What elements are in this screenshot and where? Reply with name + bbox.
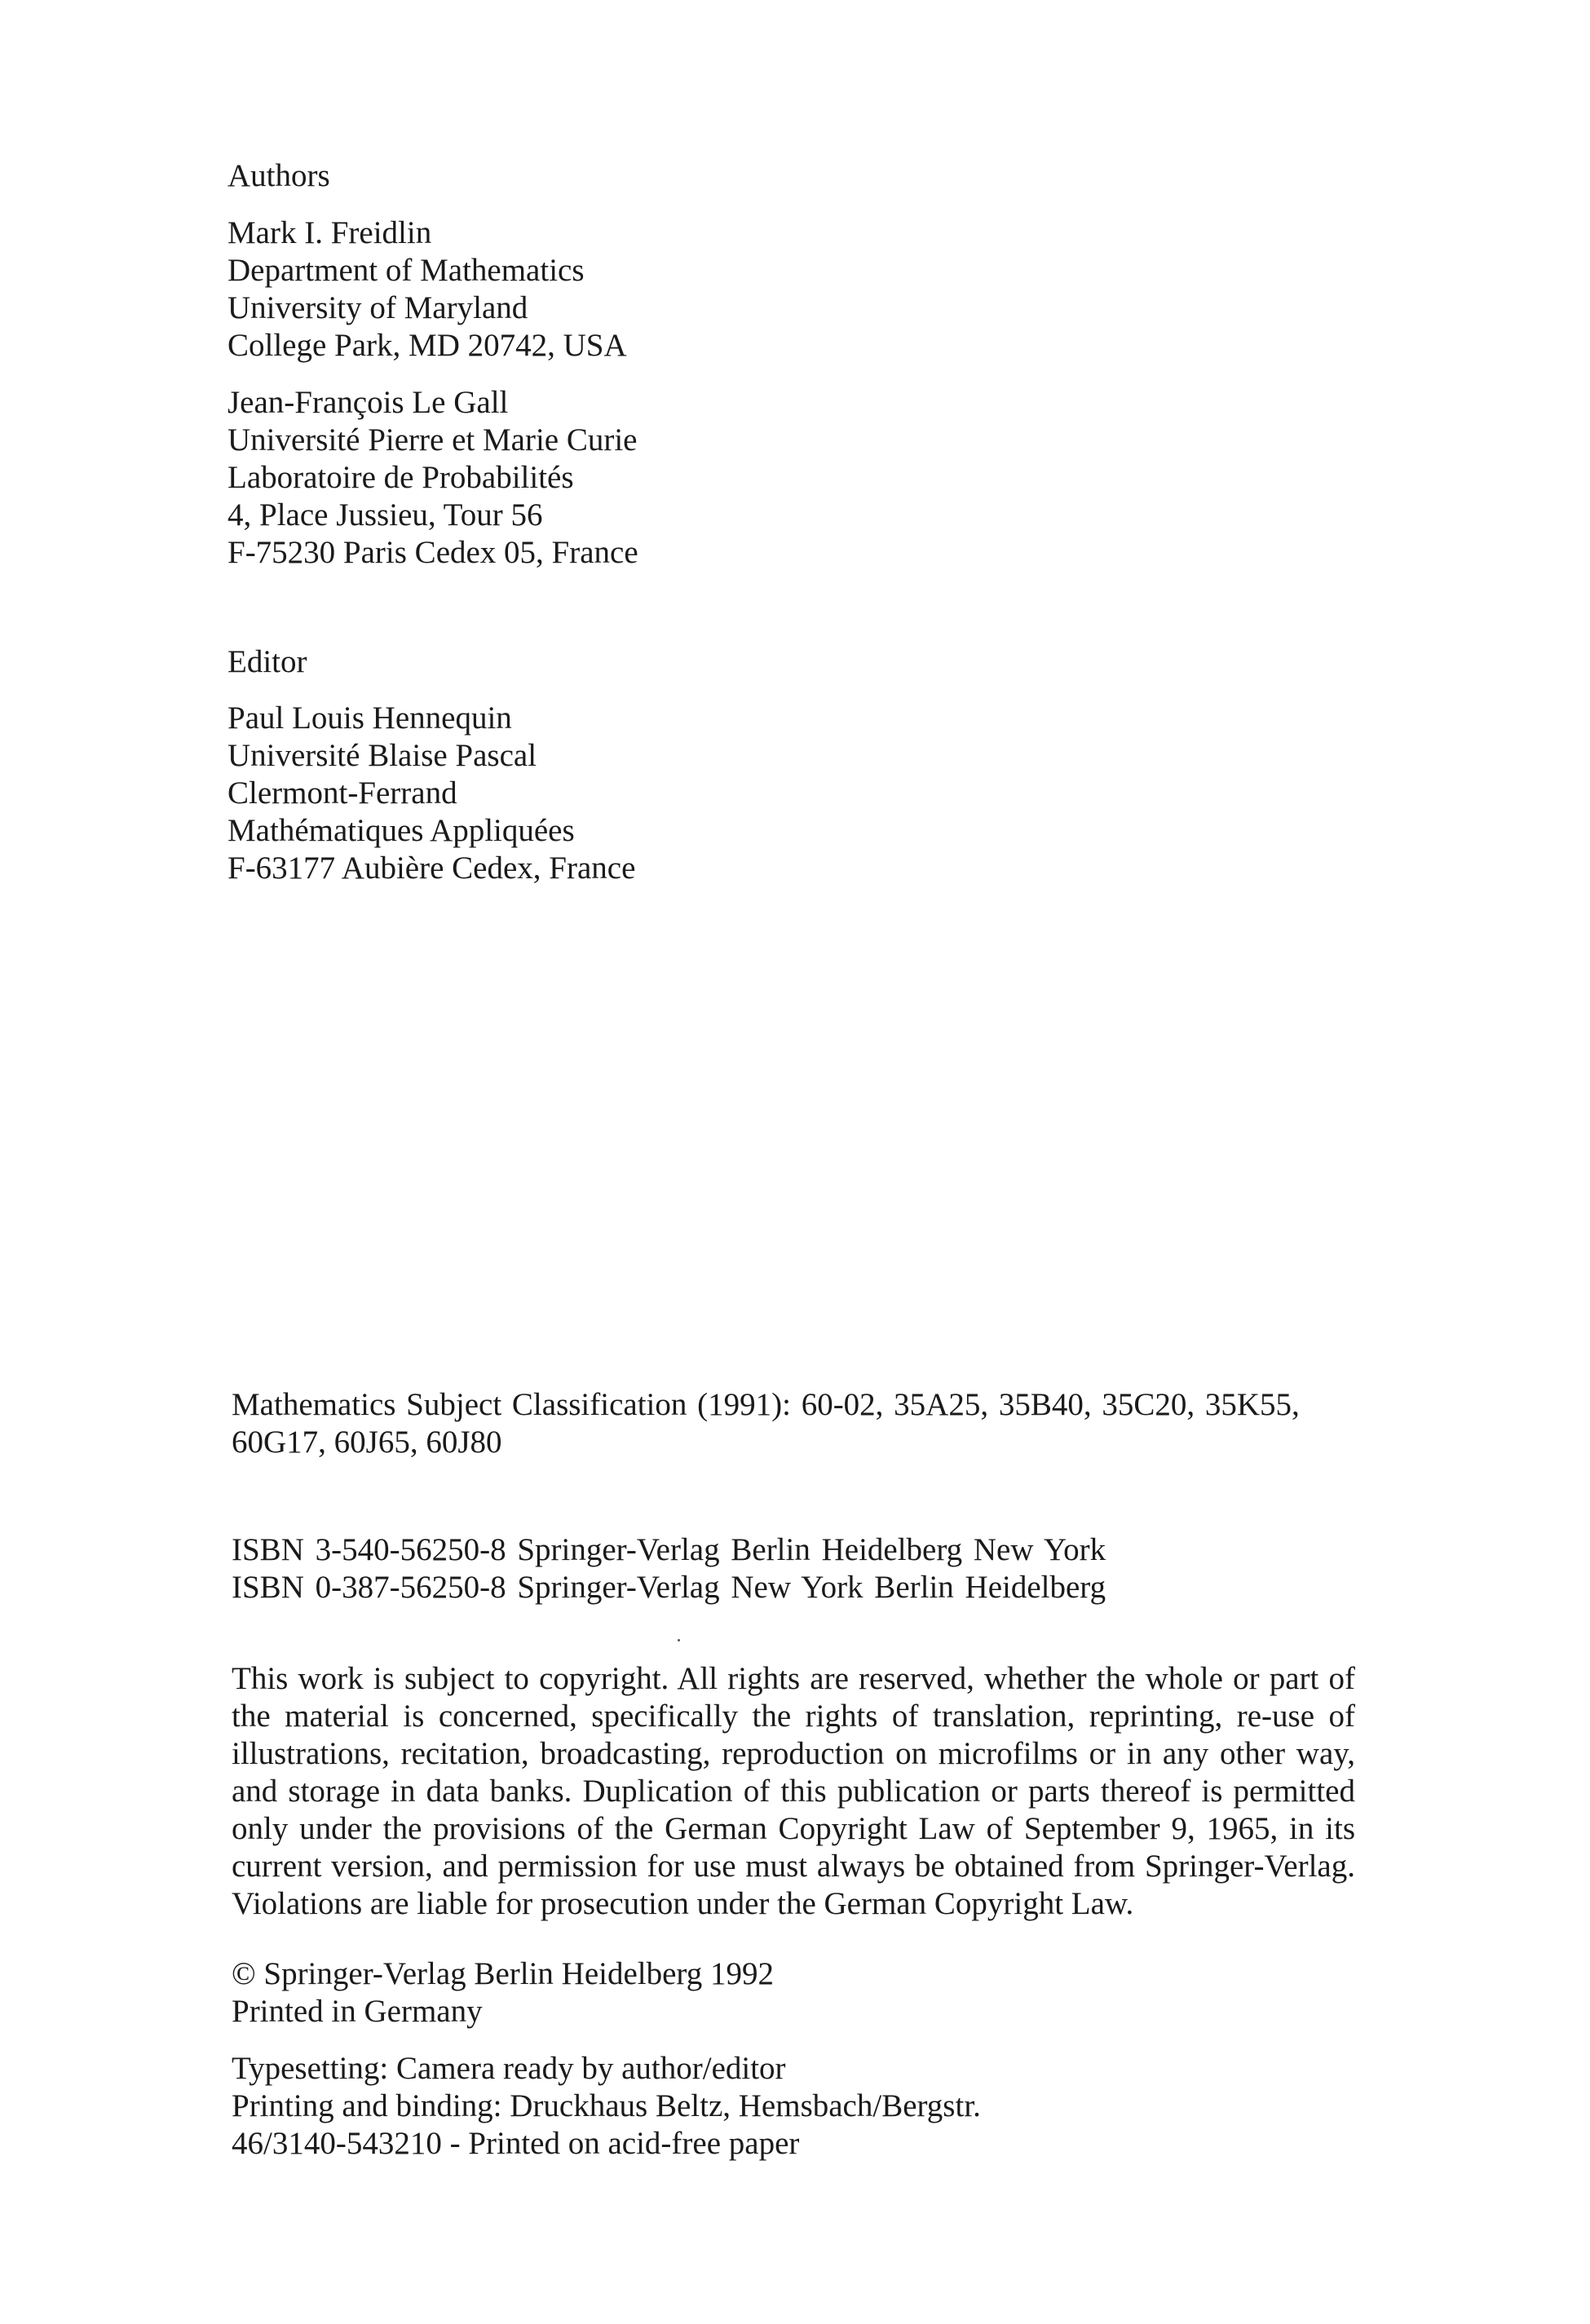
typesetting-line: Typesetting: Camera ready by author/editor [232,2051,786,2086]
author-street: 4, Place Jussieu, Tour 56 [227,497,543,532]
editor-city: Clermont-Ferrand [227,775,457,811]
production-credits [232,2050,981,2163]
editor-postal: F-63177 Aubière Cedex, France [227,851,636,886]
authors-heading: Authors [227,158,330,193]
authors-section [227,157,330,195]
isbn-line: ISBN 0-387-56250-8 Springer-Verlag New York Berlin Heidelberg [232,1570,1106,1605]
author-name: Jean-François Le Gall [227,385,509,420]
author-freidlin-address [227,214,627,365]
classification-line: 60G17, 60J65, 60J80 [232,1425,502,1460]
classification-line: Mathematics Subject Classification (1991): 60-02, 35A25, 35B40, 35C20, 35K55, [232,1387,1300,1422]
isbn-line: ISBN 3-540-56250-8 Springer-Verlag Berlin Heidelberg New York [232,1532,1106,1567]
copyright-line [232,1955,774,2030]
editor-department: Mathématiques Appliquées [227,813,575,848]
copyright-holder: © Springer-Verlag Berlin Heidelberg 1992 [232,1956,774,1991]
paper-line: 46/3140-543210 - Printed on acid-free paper [232,2126,800,2161]
copyright-notice-text: This work is subject to copyright. All rights are reserved, whether the whole or part of the material is concerned, specifically the rights of translation, reprinting, re-use of illustrations, recitation, broadcasting, reproduction on microfilms or in any other way, and storage in data banks. Duplication of this publication or parts thereof is permitted only under the provisions of the German Copyright Law of September 9, 1965, in its current version, and permission for use must always be obtained from Springer-Verlag. Violations are liable for prosecution under the German Copyright Law. [232,1661,1355,1921]
printed-in: Printed in Germany [232,1994,483,2029]
editor-heading: Editor [227,644,307,679]
author-department: Department of Mathematics [227,253,585,288]
author-name: Mark I. Freidlin [227,215,432,250]
author-institution: University of Maryland [227,290,528,325]
editor-address [227,700,635,887]
author-institution: Université Pierre et Marie Curie [227,422,638,457]
author-legall-address [227,384,638,572]
author-city: F-75230 Paris Cedex 05, France [227,535,638,570]
editor-section [227,643,307,681]
editor-institution: Université Blaise Pascal [227,738,537,773]
isbn-block [232,1531,1106,1606]
printing-line: Printing and binding: Druckhaus Beltz, Hemsbach/Bergstr. [232,2088,981,2123]
subject-classification [232,1386,1300,1461]
author-laboratory: Laboratoire de Probabilités [227,460,574,495]
editor-name: Paul Louis Hennequin [227,700,512,736]
copyright-notice [232,1660,1355,1923]
author-city: College Park, MD 20742, USA [227,328,627,363]
print-speck [678,1639,680,1641]
